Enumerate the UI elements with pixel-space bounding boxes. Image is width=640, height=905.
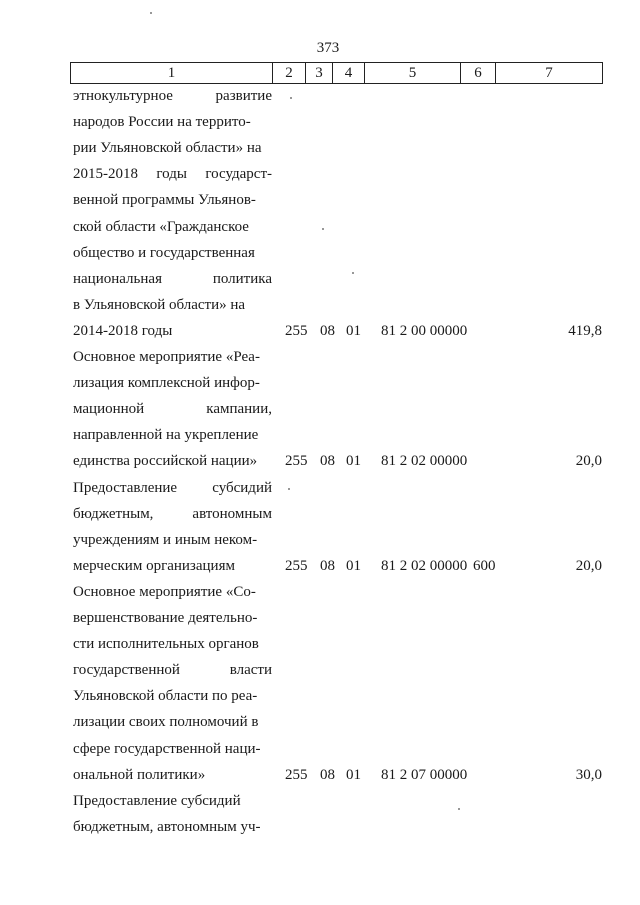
description-line: направленной на укрепление <box>73 427 259 444</box>
description-line: Основное мероприятие «Реа- <box>73 349 260 365</box>
description-line: национальная политика <box>73 270 272 287</box>
cell-col5: 81 2 02 00000 <box>381 453 468 470</box>
table-header <box>70 62 603 84</box>
description-line: Предоставление субсидий <box>73 792 241 809</box>
cell-col4: 01 <box>346 766 361 783</box>
description-line: Ульяновской области по реа- <box>73 688 258 705</box>
description-line: Основное мероприятие «Со- <box>73 583 256 600</box>
description-line: этнокультурное развитие <box>73 88 272 104</box>
description-line: мерческим организациям <box>73 557 235 574</box>
description-line: лизации своих полномочий в <box>73 714 259 731</box>
cell-col7: 419,8 <box>568 322 602 339</box>
cell-col3: 08 <box>320 557 335 574</box>
description-line: лизация комплексной инфор- <box>73 375 260 392</box>
description-line: народов России на террито- <box>73 114 251 131</box>
cell-col7: 20,0 <box>575 453 602 470</box>
scan-speck <box>352 272 354 274</box>
description-line: 2014-2018 годы <box>73 322 173 339</box>
scan-speck <box>322 228 324 230</box>
description-line: Предоставление субсидий <box>73 479 272 496</box>
cell-col6: 600 <box>473 557 496 574</box>
description-line: в Ульяновской области» на <box>73 296 246 313</box>
description-line: бюджетным, автономным уч- <box>73 818 261 835</box>
cell-col2: 255 <box>285 766 308 783</box>
cell-col2: 255 <box>285 557 308 574</box>
header-cell-5: 5 <box>365 63 461 84</box>
cell-col5: 81 2 00 00000 <box>381 322 468 339</box>
header-cell-1: 1 <box>71 63 273 84</box>
description-line: общество и государственная <box>73 244 255 261</box>
header-cell-4: 4 <box>333 63 365 84</box>
description-line: сфере государственной наци- <box>73 740 261 757</box>
cell-col2: 255 <box>285 322 308 339</box>
cell-col5: 81 2 02 00000 <box>381 557 468 574</box>
description-line: государственной власти <box>73 662 272 679</box>
header-cell-3: 3 <box>306 63 333 84</box>
cell-col4: 01 <box>346 322 361 339</box>
cell-col4: 01 <box>346 453 361 470</box>
cell-col3: 08 <box>320 766 335 783</box>
description-line: единства российской нации» <box>73 453 258 470</box>
description-line: мационной кампании, <box>73 401 272 418</box>
description-line: ональной политики» <box>73 766 206 783</box>
scan-speck <box>288 488 290 490</box>
cell-col3: 08 <box>320 453 335 470</box>
description-line: 2015-2018 годы государст- <box>73 166 272 183</box>
cell-col2: 255 <box>285 453 308 470</box>
cell-col7: 20,0 <box>575 557 602 574</box>
scan-speck <box>150 12 152 14</box>
page-number: 373 <box>316 40 340 56</box>
description-line: венной программы Ульянов- <box>73 192 256 209</box>
header-cell-6: 6 <box>461 63 496 84</box>
cell-col4: 01 <box>346 557 361 574</box>
description-line: рии Ульяновской области» на <box>73 140 262 157</box>
description-line: учреждениям и иным неком- <box>73 531 258 548</box>
header-cell-2: 2 <box>273 63 306 84</box>
cell-col5: 81 2 07 00000 <box>381 766 468 783</box>
cell-col3: 08 <box>320 322 335 339</box>
cell-col7: 30,0 <box>575 766 602 783</box>
description-line: бюджетным, автономным <box>73 505 272 522</box>
description-line: вершенствование деятельно- <box>73 610 258 626</box>
description-line: ской области «Гражданское <box>73 218 249 235</box>
scan-speck <box>458 808 460 810</box>
description-line: сти исполнительных органов <box>73 636 259 653</box>
scan-speck <box>290 97 292 99</box>
header-cell-7: 7 <box>496 63 603 84</box>
